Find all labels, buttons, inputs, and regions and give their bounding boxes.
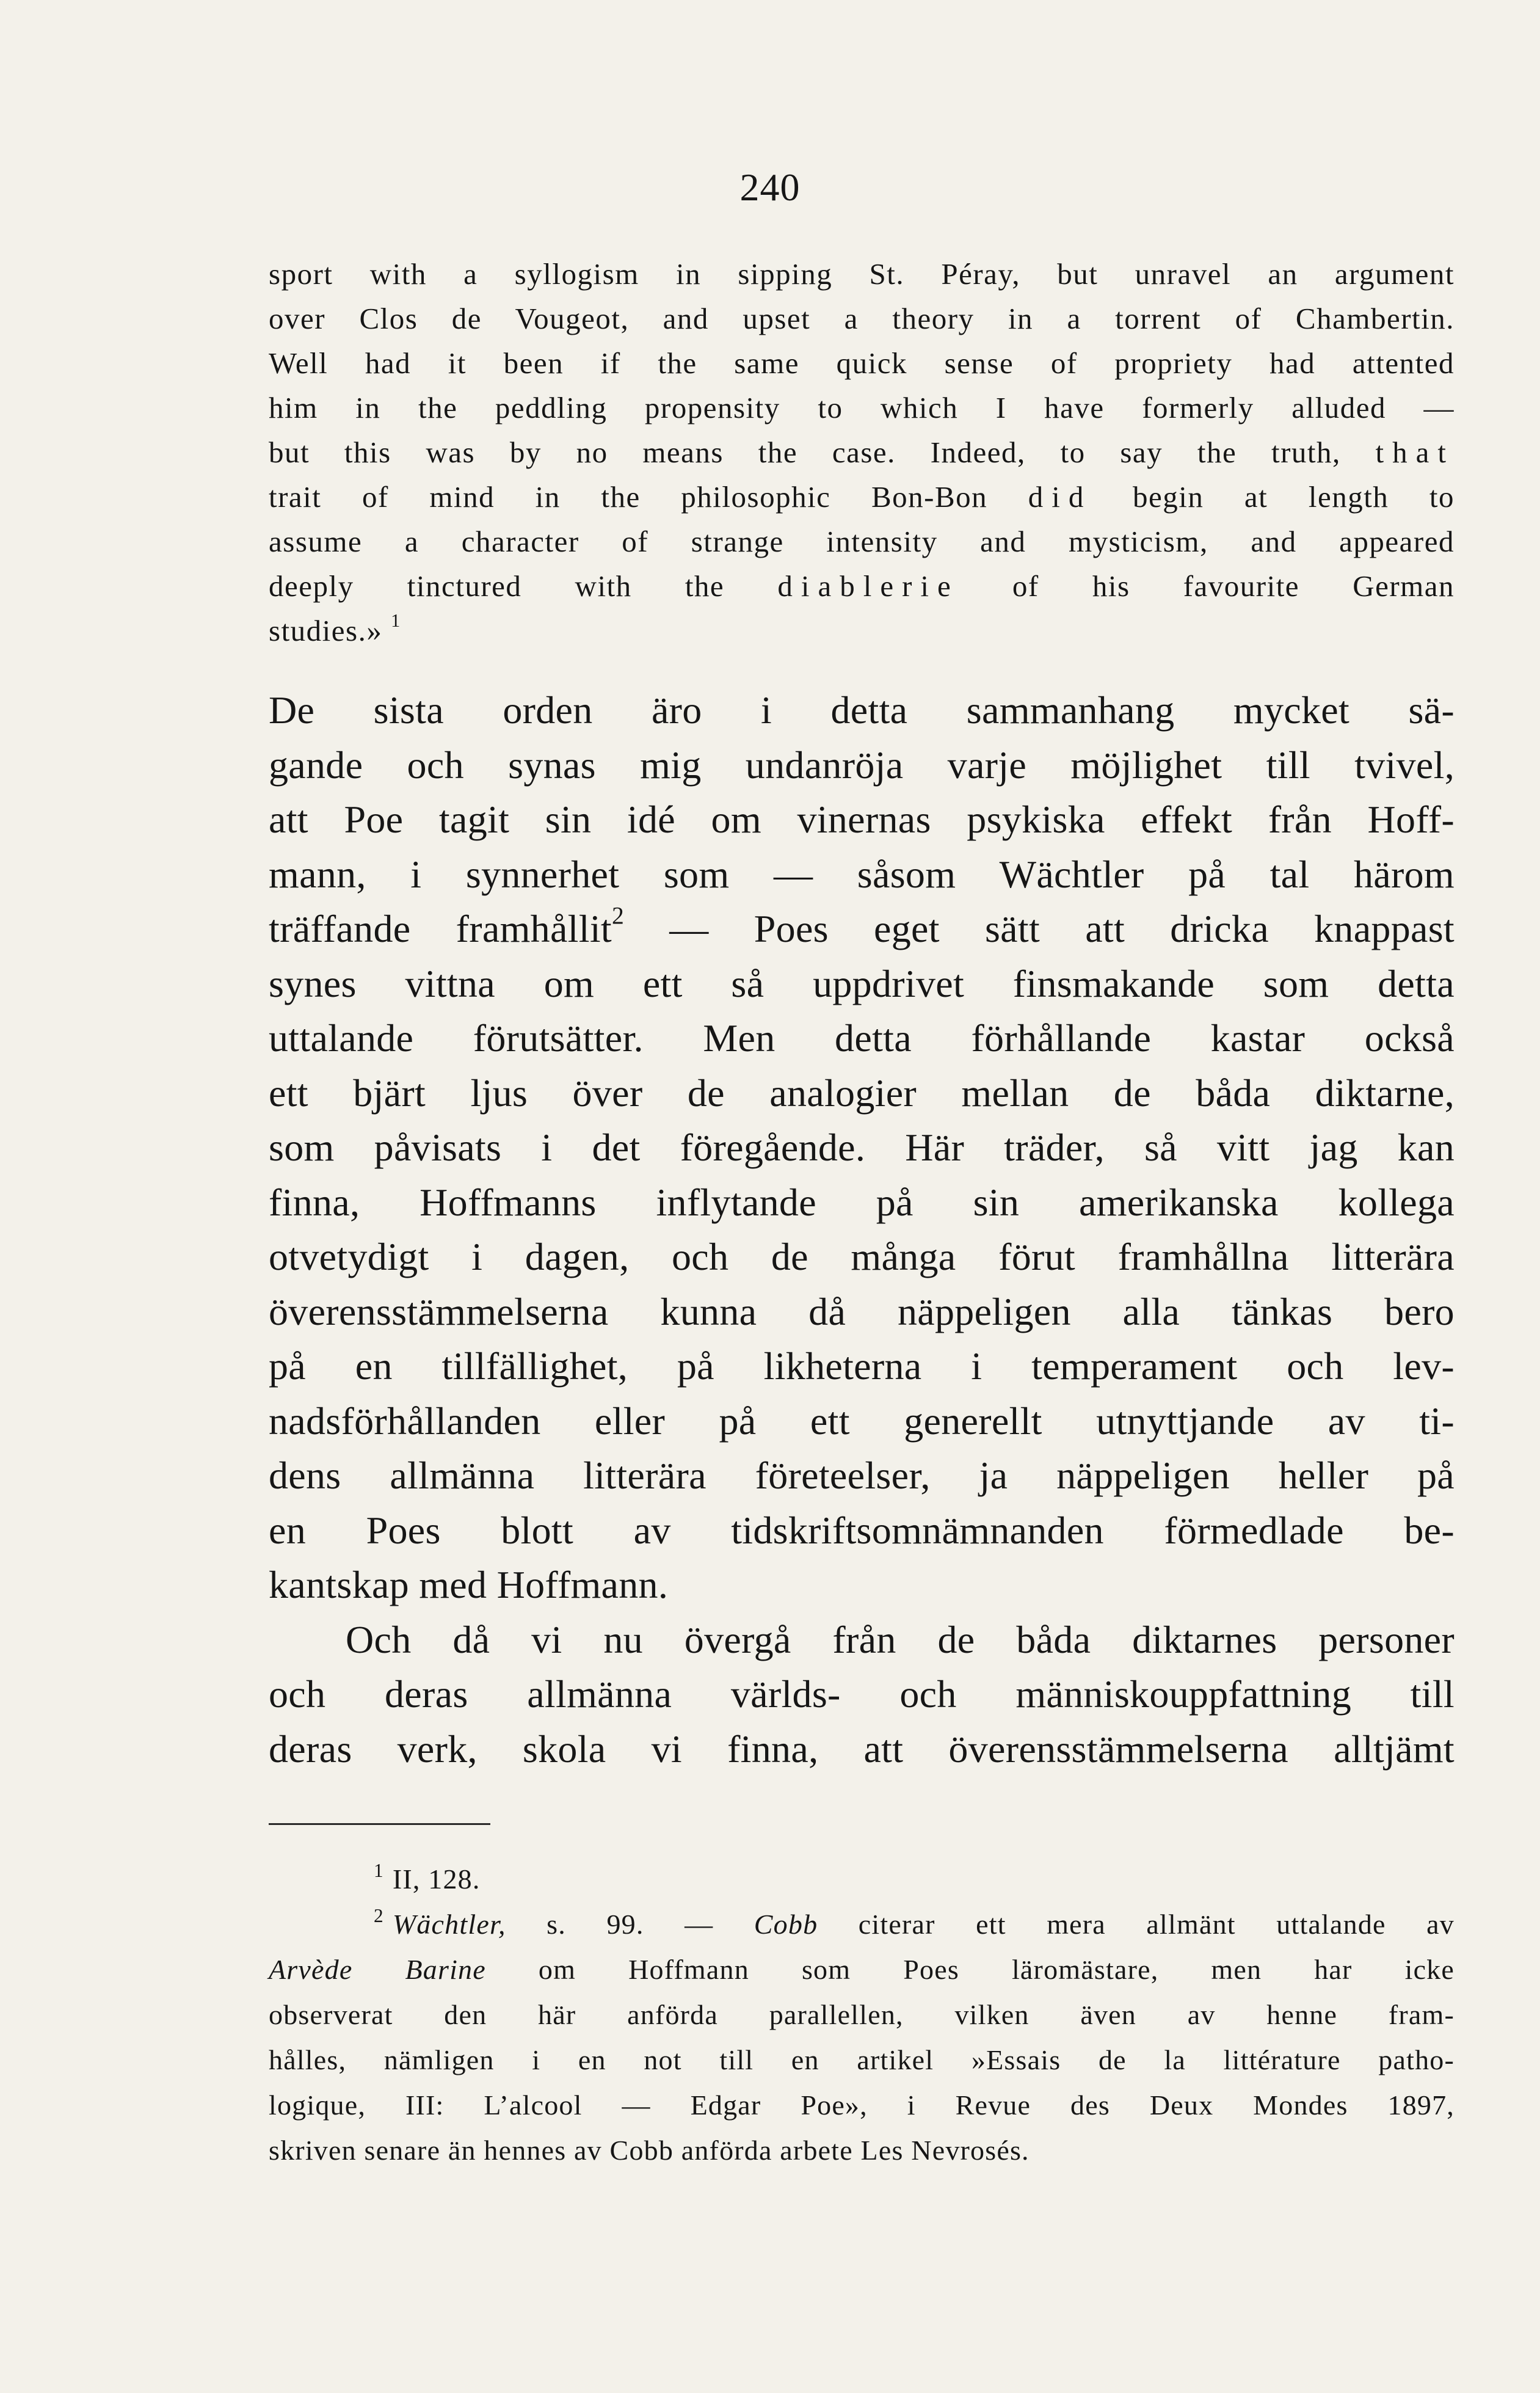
body-line: uttalande förutsätter. Men detta förhållande kastar också bbox=[269, 1016, 1455, 1060]
body-line: nadsförhållanden eller på ett generellt utnyttjande av ti- bbox=[269, 1399, 1455, 1443]
footnote-2-line: observerat den här anförda parallellen, vilken även av henne fram- bbox=[269, 1999, 1455, 2030]
body-line bbox=[269, 901, 1455, 956]
footnote-2-line bbox=[269, 1947, 1455, 1992]
body-line: en Poes blott av tidskriftsomnämnanden förmedlade be- bbox=[269, 1508, 1455, 1552]
quote-line bbox=[269, 430, 1455, 475]
body-line: De sista orden äro i detta sammanhang mycket sä- bbox=[269, 688, 1455, 732]
body-text bbox=[269, 683, 1455, 1776]
quote-line bbox=[269, 608, 1455, 653]
body-line: synes vittna om ett så uppdrivet finsmakande som detta bbox=[269, 961, 1455, 1005]
footnotes bbox=[269, 1857, 1455, 2173]
quote-line: assume a character of strange intensity and mysticism, and appeared bbox=[269, 525, 1455, 558]
body-line: gande och synas mig undanröja varje möjlighet till tvivel, bbox=[269, 743, 1455, 787]
body-line: finna, Hoffmanns inflytande på sin amerikanska kollega bbox=[269, 1180, 1455, 1224]
body-line: ett bjärt ljus över de analogier mellan de båda diktarne, bbox=[269, 1071, 1455, 1115]
cited-author: Cobb bbox=[754, 1909, 818, 1940]
body-line: och deras allmänna världs- och människouppfattning till bbox=[269, 1672, 1455, 1716]
footnote-reference: 2 bbox=[611, 902, 625, 930]
footnote-2-line bbox=[269, 1902, 1455, 1947]
quote-line: over Clos de Vougeot, and upset a theory in a torrent of Chambertin. bbox=[269, 302, 1455, 335]
body-text-span: — Poes eget sätt att dricka knappast bbox=[669, 907, 1455, 950]
emphasized-word: diablerie bbox=[777, 569, 959, 603]
body-line: att Poe tagit sin idé om vinernas psykiska effekt från Hoff- bbox=[269, 798, 1455, 841]
footnote-2-line: skriven senare än hennes av Cobb anförda arbete Les Nevrosés. bbox=[269, 2135, 1030, 2166]
footnote-text: s. 99. — bbox=[547, 1909, 714, 1940]
cited-author: Arvède Barine bbox=[269, 1954, 486, 1985]
body-line: på en tillfällighet, på likheterna i temperament och lev- bbox=[269, 1344, 1455, 1388]
footnote-1 bbox=[269, 1857, 1455, 1902]
body-line: otvetydigt i dagen, och de många förut framhållna litterära bbox=[269, 1235, 1455, 1278]
body-line: deras verk, skola vi finna, att överensstämmelserna alltjämt bbox=[269, 1727, 1455, 1771]
body-line: överensstämmelserna kunna då näppeligen alla tänkas bero bbox=[269, 1289, 1455, 1333]
footnote-number: 1 bbox=[374, 1860, 384, 1882]
quote-text: deeply tinctured with the bbox=[269, 569, 725, 603]
emphasized-word: did bbox=[1028, 480, 1092, 514]
quote-text: of his favourite German bbox=[1012, 569, 1455, 603]
body-line: Och då vi nu övergå från de båda diktarnes personer bbox=[346, 1617, 1455, 1661]
footnote-text: II, 128. bbox=[392, 1863, 481, 1895]
quote-line: him in the peddling propensity to which I have formerly alluded — bbox=[269, 391, 1455, 424]
footnote-2-line: logique, III: L’alcool — Edgar Poe», i Revue des Deux Mondes 1897, bbox=[269, 2089, 1455, 2121]
quote-text: trait of mind in the philosophic Bon-Bon bbox=[269, 480, 988, 514]
quote-text: begin at length to bbox=[1132, 480, 1455, 514]
body-line: som påvisats i det föregående. Här träder, så vitt jag kan bbox=[269, 1126, 1455, 1169]
footnote-text: om Hoffmann som Poes läromästare, men har icke bbox=[538, 1954, 1455, 1985]
footnote-2-line: hålles, nämligen i en not till en artikel »Essais de la littérature patho- bbox=[269, 2044, 1455, 2075]
body-text-span: träffande framhållit bbox=[269, 907, 612, 950]
body-line: kantskap med Hoffmann. bbox=[269, 1563, 669, 1606]
quote-line bbox=[269, 475, 1455, 519]
body-line: mann, i synnerhet som — såsom Wächtler på tal härom bbox=[269, 852, 1455, 896]
cited-author: Wächtler, bbox=[392, 1909, 506, 1940]
quoted-passage bbox=[269, 252, 1455, 653]
body-line: dens allmänna litterära företeelser, ja näppeligen heller på bbox=[269, 1454, 1455, 1497]
footnote-text: citerar ett mera allmänt uttalande av bbox=[858, 1909, 1455, 1940]
footnote-reference: 1 bbox=[391, 610, 401, 632]
quote-line: sport with a syllogism in sipping St. Péray, but unravel an argument bbox=[269, 257, 1455, 291]
quote-text: studies.» bbox=[269, 614, 383, 647]
quote-line: Well had it been if the same quick sense of propriety had attented bbox=[269, 346, 1455, 380]
footnote-separator bbox=[269, 1823, 490, 1825]
quote-text: but this was by no means the case. Indeed, to say the truth, bbox=[269, 435, 1341, 469]
quote-line bbox=[269, 564, 1455, 608]
footnote-number: 2 bbox=[374, 1905, 384, 1927]
emphasized-word: that bbox=[1375, 435, 1455, 469]
page-number: 240 bbox=[739, 166, 801, 209]
